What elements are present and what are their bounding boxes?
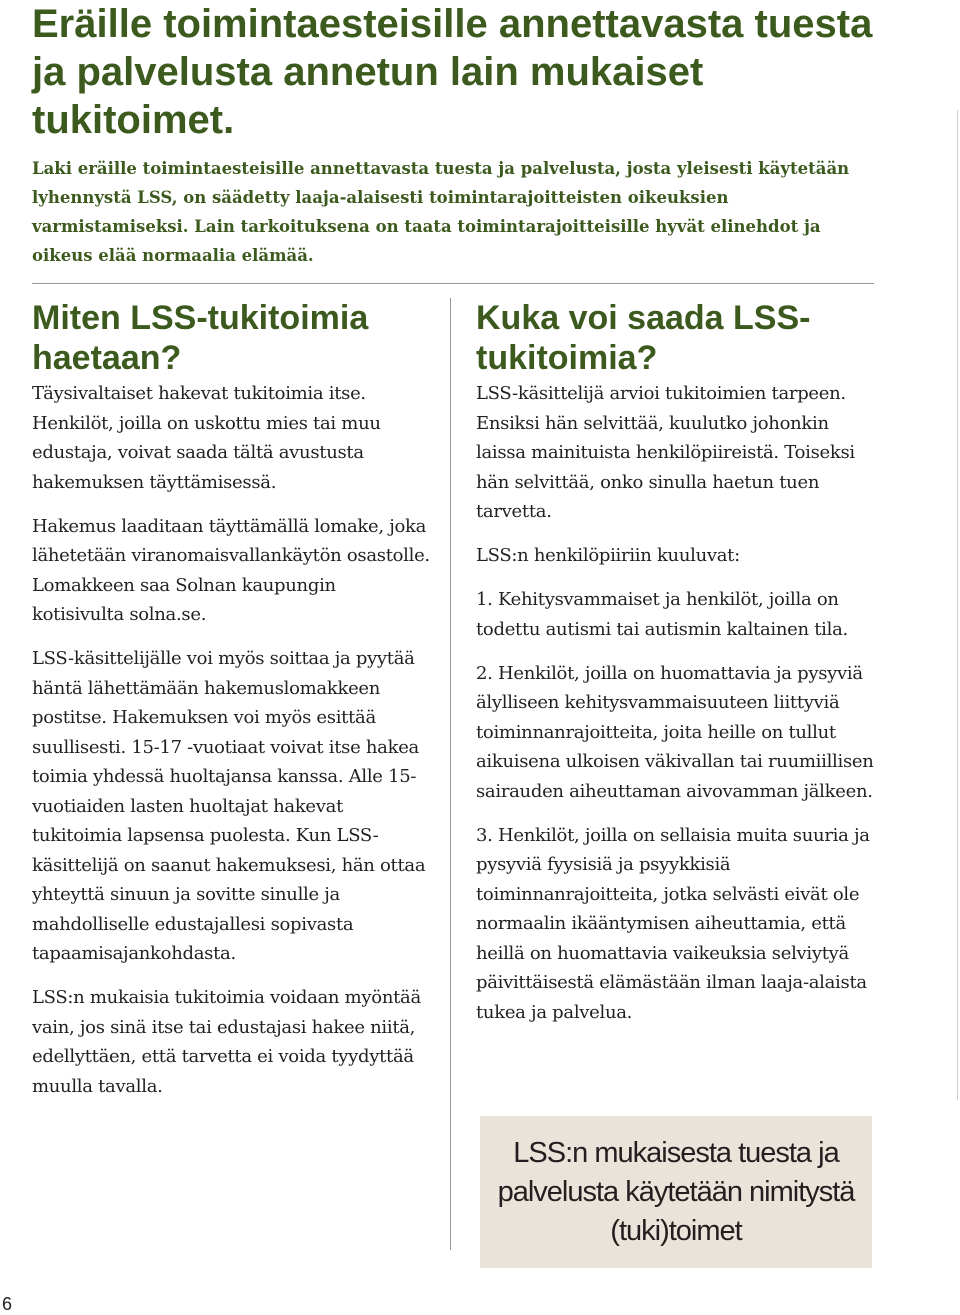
body-paragraph: LSS-käsittelijälle voi myös soittaa ja pyytää häntä lähettämään hakemuslomakkeen postitse. Hakemuksen voi myös esittää suullisesti. 15-17 -vuotiaat voivat itse hakea toimia yhdessä huoltajansa kanssa. Alle 15-vuotiaiden lasten huoltajat hakevat tukitoimia lapsensa puolesta. Kun LSS-käsittelijä on saanut hakemuksesi, hän ottaa yhteyttä sinuun ja sovitte sinulle ja mahdolliselle edustajallesi sopivasta tapaamisajankohdasta. [32, 648, 426, 964]
list-item: 1. Kehitysvammaiset ja henkilöt, joilla on todettu autismi tai autismin kaltainen tila. [476, 589, 848, 640]
section-heading-how-to-apply: Miten LSS-tukitoimia haetaan? [32, 299, 369, 377]
body-paragraph: LSS:n henkilöpiiriin kuuluvat: [476, 545, 740, 566]
section-heading-who-can-get: Kuka voi saada LSS-tukitoimia? [476, 299, 811, 377]
column-divider [450, 298, 451, 1250]
page-edge-line [957, 110, 958, 1100]
body-paragraph: Hakemus laaditaan täyttämällä lomake, joka lähetetään viranomaisvallankäytön osastolle. Lomakkeen saa Solnan kaupungin kotisivulta solna.se. [32, 515, 430, 625]
list-item: 2. Henkilöt, joilla on huomattavia ja pysyviä älylliseen kehitysvammaisuuteen liittyviä toiminnanrajoitteita, joita heille on tullut aikuisena ulkoisen väkivallan tai ruumiillisen sairauden aiheuttaman aivovamman jälkeen. [476, 662, 874, 802]
page-number: 6 [2, 1294, 13, 1314]
body-paragraph: Täysivaltaiset hakevat tukitoimia itse. Henkilöt, joilla on uskottu mies tai muu edustaja, voivat saada tältä avustusta hakemuksen täyttämisessä. [32, 383, 381, 493]
list-item: 3. Henkilöt, joilla on sellaisia muita suuria ja pysyviä fyysisiä ja psyykkisiä toiminnanrajoitteita, jotka selvästi eivät ole normaalin ikääntymisen aiheuttamia, että heillä on huomattavia vaikeuksia selviytyä päivittäisestä elämästään ilman laaja-alaista tukea ja palvelua. [476, 824, 870, 1023]
body-paragraph: LSS-käsittelijä arvioi tukitoimien tarpeen. Ensiksi hän selvittää, kuulutko johonkin laissa mainituista henkilöpiireistä. Toiseksi hän selvittää, onko sinulla haetun tuen tarvetta. [476, 383, 855, 522]
intro-paragraph: Laki eräille toimintaesteisille annettavasta tuesta ja palvelusta, josta yleisesti käytetään lyhennystä LSS, on säädetty laaja-alaisesti toimintarajoitteisten oikeuksien varmistamiseksi. Lain tarkoituksena on taata toimintarajoitteisille hyvät elinehdot ja oikeus elää normaalia elämää. [32, 159, 850, 265]
callout-box [480, 1116, 872, 1268]
horizontal-divider [32, 283, 874, 284]
callout-text: LSS:n mukaisesta tuesta ja palvelusta käytetään nimitystä (tuki)toimet [497, 1136, 855, 1247]
body-paragraph: LSS:n mukaisia tukitoimia voidaan myöntää vain, jos sinä itse tai edustajasi hakee niitä, edellyttäen, että tarvetta ei voida tyydyttää muulla tavalla. [32, 987, 421, 1097]
page-title: Eräille toimintaesteisille annettavasta tuesta ja palvelusta annetun lain mukaiset tukitoimet. [32, 2, 873, 142]
left-column [32, 298, 432, 1116]
right-column [476, 298, 876, 1042]
